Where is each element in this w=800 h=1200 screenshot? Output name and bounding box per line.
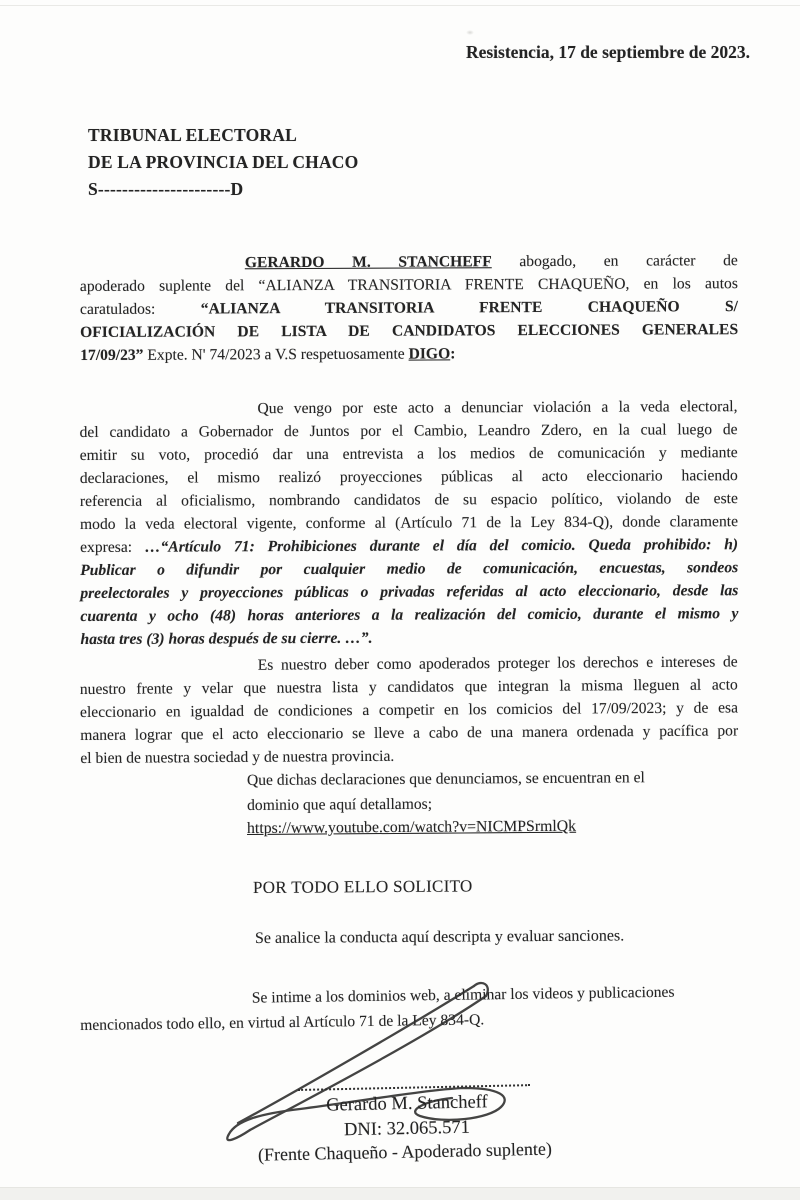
text-run: Que dichas declaraciones que denunciamos, se encuentran en el xyxy=(246,769,645,790)
text-run: “ALIANZA TRANSITORIA FRENTE CHAQUEÑO S/ xyxy=(200,298,739,318)
text-run: referencia al oficialismo, nombrando candidatos de su espacio político, violando de este xyxy=(79,490,738,511)
text-run: Se intime a los dominios web, a eliminar los videos y publicaciones xyxy=(251,983,675,1007)
paragraph-intro xyxy=(80,249,738,367)
text-run: …“Artículo 71: Prohibiciones durante el día del comicio. Queda prohibido: h) xyxy=(144,536,739,556)
text-run: Que vengo por este acto a denunciar violación a la veda electoral, xyxy=(257,398,738,418)
text-line xyxy=(79,395,737,421)
text-line xyxy=(80,318,738,344)
date-line: Resistencia, 17 de septiembre de 2023. xyxy=(465,42,750,62)
signer-dni: DNI: 32.065.571 xyxy=(343,1117,471,1141)
text-line xyxy=(80,602,738,628)
text-run: cuarenta y ocho (48) horas anteriores a la realización del comicio, durante el mismo y xyxy=(80,605,739,625)
signer-role: (Frente Chaqueño - Apoderado suplente) xyxy=(257,1138,553,1165)
text-run: Publicar o difundir por cualquier medio de comunicación, encuestas, sondeos xyxy=(80,559,739,579)
text-line xyxy=(80,341,738,367)
text-run: manera lograr que el acto eleccionario se lleve a cabo de una manera ordenada y pacífica por xyxy=(80,722,739,744)
text-line xyxy=(247,790,717,818)
recipient-block xyxy=(88,122,358,203)
text-run: preelectorales y proyecciones públicas o privadas referidas al acto eleccionario, desde las xyxy=(80,582,739,602)
paragraph-denuncia xyxy=(79,395,738,651)
text-run: nuestro frente y velar que nuestra lista y candidatos que integran la misma lleguen al acto xyxy=(79,676,738,699)
text-line xyxy=(80,487,738,513)
text-line xyxy=(80,464,738,490)
text-run: 17/09/23” xyxy=(80,346,148,364)
text-run: hasta tres (3) horas después de su cierre. …”. xyxy=(80,629,373,648)
recipient-line: DE LA PROVINCIA DEL CHACO xyxy=(88,152,359,172)
text-line xyxy=(80,249,738,275)
text-line xyxy=(80,418,738,444)
text-line xyxy=(247,765,717,793)
solicito-heading: POR TODO ELLO SOLICITO xyxy=(252,876,473,897)
text-run: Expte. N' 74/2023 a V.S respetuosamente xyxy=(147,345,409,364)
text-run: apoderado suplente del “ALIANZA TRANSITORIA FRENTE CHAQUEÑO, en los autos xyxy=(79,275,738,296)
text-line xyxy=(80,556,738,582)
scan-bottom-edge xyxy=(0,1187,800,1200)
signer-name: Gerardo M. Stancheff xyxy=(326,1092,488,1116)
scan-top-edge xyxy=(0,5,800,6)
text-run: mencionados todo ello, en virtud al Artículo 71 de la Ley 834-Q. xyxy=(80,1011,485,1034)
petition-intime xyxy=(80,978,771,1038)
recipient-line: TRIBUNAL ELECTORAL xyxy=(88,125,297,145)
text-line xyxy=(80,272,738,298)
text-run: del candidato a Gobernador de Juntos por el Cambio, Leandro Zdero, en la cual luego de xyxy=(79,421,738,442)
text-run: GERARDO M. STANCHEFF xyxy=(244,253,492,272)
text-run: emitir su voto, procedió dar una entrevista a los medios de comunicación y mediante xyxy=(79,444,738,465)
youtube-url: https://www.youtube.com/watch?v=NICMPSrmlQk xyxy=(246,817,577,837)
text-line xyxy=(80,533,738,559)
text-line xyxy=(80,295,738,321)
signature-dotted-line xyxy=(298,1074,530,1091)
petition-analice: Se analice la conducta aquí descripta y evaluar sanciones. xyxy=(254,927,625,947)
text-line xyxy=(80,719,738,747)
paragraph-deber xyxy=(80,650,739,770)
text-line xyxy=(80,579,738,605)
text-run: : xyxy=(450,345,456,363)
text-run: caratulados: xyxy=(79,300,201,318)
recipient-salutation: S----------------------D xyxy=(88,179,244,199)
paragraph-dominio xyxy=(247,765,717,818)
text-run: OFICIALIZACIÓN DE LISTA DE CANDIDATOS ELECCIONES GENERALES xyxy=(80,321,739,341)
text-run: declaraciones, el mismo realizó proyecciones públicas al acto eleccionario haciendo xyxy=(79,467,738,488)
text-line xyxy=(80,510,738,536)
text-run: eleccionario en igualdad de condiciones a competir en los comicios del 17/09/2023; y de esa xyxy=(79,699,739,721)
text-line xyxy=(80,441,738,467)
text-run: DIGO xyxy=(408,345,451,363)
text-run: abogado, en carácter de xyxy=(491,252,738,271)
scan-smudge xyxy=(466,30,474,35)
text-run: el bien de nuestra sociedad y de nuestra provincia. xyxy=(80,747,395,767)
text-run: Es nuestro deber como apoderados proteger los derechos e intereses de xyxy=(257,653,738,674)
text-run: dominio que aquí detallamos; xyxy=(247,795,433,814)
text-run: modo la veda electoral vigente, conforme al (Artículo 71 de la Ley 834-Q), donde claramente xyxy=(79,513,739,533)
text-line xyxy=(80,625,738,651)
text-run: expresa: xyxy=(80,538,145,556)
